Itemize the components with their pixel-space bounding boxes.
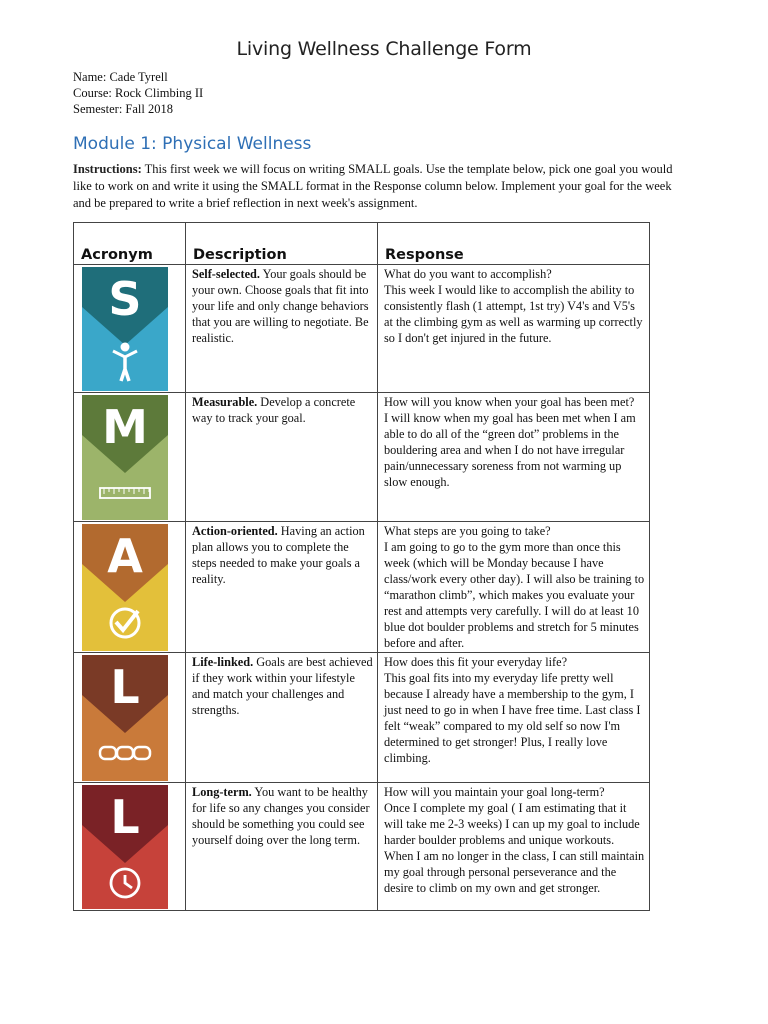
header-acronym: Acronym [74,223,186,265]
table-row [74,393,650,522]
description-text: Goals are best achieved if they work within your lifestyle and match your challenges and strengths. [192,655,373,717]
description-cell [186,653,378,783]
semester: Semester: Fall 2018 [73,102,173,116]
acronym-badge [82,655,168,781]
acronym-cell [74,393,186,522]
module-heading: Module 1: Physical Wellness [73,134,312,154]
header-description: Description [186,223,378,265]
acronym-badge [82,785,168,909]
acronym-cell [74,522,186,653]
description-title: Life-linked. [192,655,254,669]
acronym-cell [74,265,186,393]
response-question: What do you want to accomplish? [384,267,552,281]
response-answer: This goal fits into my everyday life pretty well because I already have a membership to the gym, I just need to go in when I have free time. Last class I felt “weak” compared to my old self so now I'm determined to get stronger! Plus, I really love climbing. [384,671,641,765]
small-goals-table [73,222,650,911]
table-row [74,265,650,393]
response-answer: I will know when my goal has been met when I am able to do all of the “green dot” problems in the bouldering area and when I do not have irregular pain/unnecessary soreness from not warming up slow enough. [384,411,636,489]
acronym-cell [74,653,186,783]
response-cell [378,783,650,911]
instructions [73,161,683,212]
response-cell [378,522,650,653]
table-row [74,522,650,653]
acronym-cell [74,783,186,911]
response-question: What steps are you going to take? [384,524,551,538]
table-row [74,653,650,783]
acronym-badge [82,267,168,391]
instructions-label: Instructions: [73,162,142,176]
response-cell [378,653,650,783]
description-title: Long-term. [192,785,252,799]
acronym-letter: S [108,272,142,326]
description-title: Action-oriented. [192,524,278,538]
response-answer: Once I complete my goal ( I am estimating that it will take me 2-3 weeks) I can up my goal to include harder boulder problems and unique workouts. When I am no longer in the class, I can still maintain my goal through personal perseverance and the desire to climb on my own and get stronger. [384,801,645,895]
response-answer: I am going to go to the gym more than once this week (which will be Monday because I have class/work every other day). I will also be training to “marathon climb”, which makes you evaluate your rest and attempts very carefully. I will do at least 10 blue dot boulder problems and stretch for 5 minutes before and after. [384,540,645,650]
instructions-text: This first week we will focus on writing SMALL goals. Use the template below, pick one goal you would like to work on and write it using the SMALL format in the Response column below. Implement your goal for the week and be prepared to write a brief reflection in next week's assignment. [73,162,673,210]
description-text: You want to be healthy for life so any changes you consider should be something you could see yourself doing over the long term. [192,785,370,847]
description-cell [186,522,378,653]
description-title: Self-selected. [192,267,260,281]
acronym-letter: A [107,529,143,583]
table-header-row [74,223,650,265]
acronym-letter: L [110,660,140,714]
acronym-letter: M [102,400,148,454]
acronym-badge [82,524,168,651]
response-question: How does this fit your everyday life? [384,655,568,669]
description-text: Your goals should be your own. Choose goals that fit into your life and only change behaviors that you are willing to negotiate. Be realistic. [192,267,369,345]
response-cell [378,393,650,522]
acronym-badge [82,395,168,520]
header-response: Response [378,223,650,265]
description-cell [186,265,378,393]
course-name: Course: Rock Climbing II [73,86,204,100]
description-text: Having an action plan allows you to complete the steps needed to make your goals a reality. [192,524,365,586]
acronym-letter: L [110,790,140,844]
description-text: Develop a concrete way to track your goal. [192,395,356,425]
response-cell [378,265,650,393]
response-question: How will you know when your goal has been met? [384,395,635,409]
description-cell [186,783,378,911]
description-cell [186,393,378,522]
response-answer: This week I would like to accomplish the ability to consistently flash (1 attempt, 1st try) V4's and V5's at the climbing gym as well as warming up correctly so I don't get injured in the future. [384,283,643,345]
student-info [73,69,203,117]
form-title: Living Wellness Challenge Form [236,38,532,60]
response-question: How will you maintain your goal long-term? [384,785,605,799]
student-name: Name: Cade Tyrell [73,70,168,84]
table-row [74,783,650,911]
description-title: Measurable. [192,395,258,409]
